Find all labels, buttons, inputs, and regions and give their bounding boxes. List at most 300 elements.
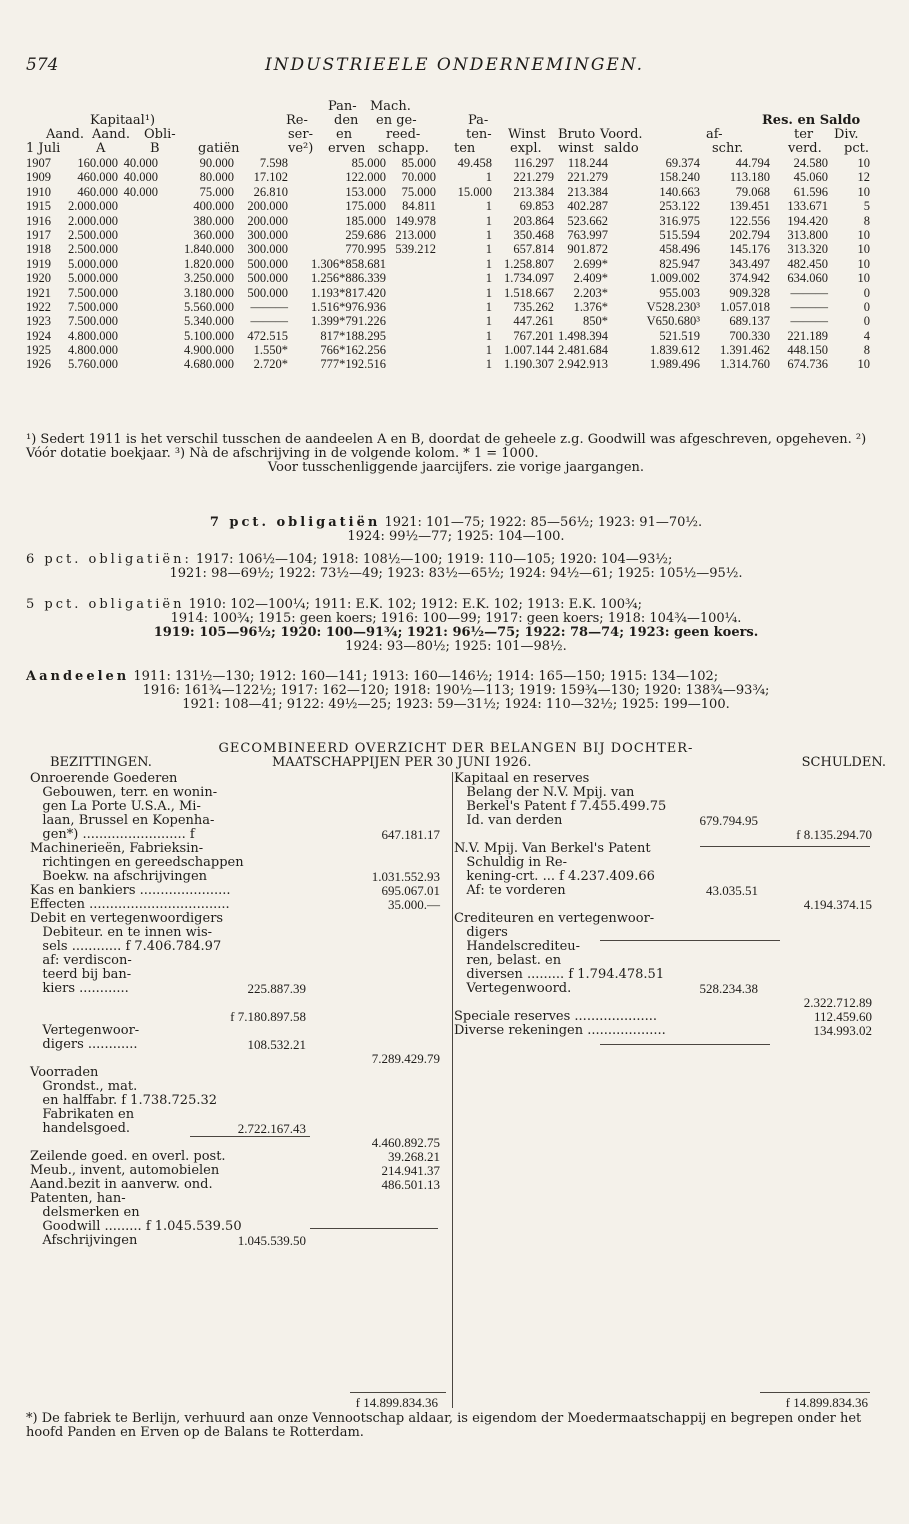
table-row bbox=[26, 300, 886, 314]
sum-rule bbox=[310, 1228, 438, 1229]
head-cell: Aand. bbox=[92, 127, 130, 142]
table-cell: 777*192.516 bbox=[320, 357, 386, 372]
table-cell: 817*188.295 bbox=[320, 328, 386, 343]
head-cell: Bruto bbox=[558, 127, 596, 142]
balance-line bbox=[30, 1010, 450, 1024]
head-cell: schr. bbox=[712, 141, 744, 156]
bond-quotes-6pct bbox=[26, 553, 886, 581]
table-cell: 500.000 bbox=[247, 285, 288, 300]
table-cell: 689.137 bbox=[729, 314, 770, 329]
table-cell: ——— bbox=[790, 299, 828, 314]
table-cell: 460.000 bbox=[77, 184, 118, 199]
balance-line bbox=[454, 954, 886, 968]
table-cell: 75.000 bbox=[199, 184, 234, 199]
balance-amount: 134.993.02 bbox=[813, 1023, 872, 1038]
balance-item-label: Fabrikaten en bbox=[30, 1107, 135, 1122]
head-cell: Aand. bbox=[46, 127, 84, 142]
sum-rule bbox=[600, 940, 780, 941]
table-row bbox=[26, 357, 886, 371]
table-cell: 1 bbox=[485, 256, 492, 271]
balance-item-label: en halffabr. f 1.738.725.32 bbox=[30, 1093, 218, 1108]
table-row bbox=[26, 271, 886, 285]
table-cell: 10 bbox=[857, 156, 870, 170]
table-cell: 4.900.000 bbox=[184, 343, 234, 358]
table-cell: 2.500.000 bbox=[68, 242, 118, 257]
head-cell: A bbox=[96, 141, 106, 156]
table-cell: 221.279 bbox=[513, 170, 554, 185]
table-cell: 175.000 bbox=[345, 199, 386, 214]
balance-item-label: Boekw. na afschrijvingen bbox=[30, 869, 208, 884]
head-cell: Re- bbox=[286, 113, 308, 128]
balance-line bbox=[30, 1024, 450, 1038]
table-cell: 7.598 bbox=[259, 156, 288, 170]
table-cell: 10 bbox=[857, 227, 870, 242]
balance-line bbox=[30, 786, 450, 800]
head-cell: en bbox=[336, 127, 353, 142]
balance-item-label: Kas en bankiers ...................... bbox=[30, 883, 231, 898]
balance-line bbox=[454, 870, 886, 884]
table-cell: 2.000.000 bbox=[68, 199, 118, 214]
page-header bbox=[26, 55, 883, 82]
table-cell: 500.000 bbox=[247, 256, 288, 271]
table-cell: 4.800.000 bbox=[68, 343, 118, 358]
table-cell: 70.000 bbox=[401, 170, 436, 185]
table-row bbox=[26, 343, 886, 357]
table-cell: 1.498.394 bbox=[558, 328, 608, 343]
financial-table bbox=[26, 100, 886, 372]
table-cell: 200.000 bbox=[247, 199, 288, 214]
table-cell: 1.518.667 bbox=[504, 285, 554, 300]
bond-text: 1910: 102—100¼; 1911: E.K. 102; 1912: E.K. 102; 1913: E.K. 100¾; bbox=[184, 597, 642, 612]
balance-line bbox=[30, 856, 450, 870]
table-cell: 8 bbox=[863, 343, 870, 358]
table-row bbox=[26, 156, 886, 170]
balance-amount: 214.941.37 bbox=[381, 1163, 440, 1178]
head-cell: den bbox=[334, 113, 359, 128]
balance-amount: 679.794.95 bbox=[699, 813, 758, 828]
table-cell: 300.000 bbox=[247, 242, 288, 257]
table-cell: 2.720* bbox=[253, 357, 288, 372]
balance-line bbox=[30, 926, 450, 940]
balance-date-heading: MAATSCHAPPIJEN PER 30 JUNI 1926. bbox=[272, 755, 532, 770]
balance-item-label: af: verdiscon- bbox=[30, 953, 132, 968]
table-cell: 400.000 bbox=[193, 199, 234, 214]
bond-quotes-5pct bbox=[26, 598, 886, 654]
table-cell: 1 bbox=[485, 285, 492, 300]
table-cell: 7.500.000 bbox=[68, 285, 118, 300]
table-cell: 1.516*976.936 bbox=[311, 299, 386, 314]
head-cell: ser- bbox=[288, 127, 313, 142]
balance-line bbox=[30, 772, 450, 786]
head-cell: Kapitaal¹) bbox=[90, 113, 156, 128]
balance-line bbox=[454, 926, 886, 940]
table-cell: 69.374 bbox=[665, 156, 700, 170]
balance-amount: 39.268.21 bbox=[388, 1149, 440, 1164]
table-cell: 1.840.000 bbox=[184, 242, 234, 257]
bond-text: 1921: 101—75; 1922: 85—56½; 1923: 91—70½. bbox=[380, 515, 703, 530]
balance-line bbox=[454, 940, 886, 954]
balance-line bbox=[454, 842, 886, 856]
balance-line bbox=[30, 996, 450, 1010]
table-cell: 221.279 bbox=[567, 170, 608, 185]
balance-line bbox=[30, 842, 450, 856]
table-cell: 213.384 bbox=[567, 184, 608, 199]
table-cell: 350.468 bbox=[513, 227, 554, 242]
head-cell: Res. en Saldo bbox=[762, 113, 861, 128]
table-cell: 253.122 bbox=[659, 199, 700, 214]
head-cell: B bbox=[150, 141, 160, 156]
table-cell: 113.180 bbox=[729, 170, 770, 185]
bond-label: 5 pct. obligatiën bbox=[26, 597, 185, 612]
table-cell: 69.853 bbox=[519, 199, 554, 214]
balance-item-label: Meub., invent, automobielen bbox=[30, 1163, 220, 1178]
head-cell: ve²) bbox=[288, 141, 314, 156]
table-row bbox=[26, 199, 886, 213]
table-cell: 0 bbox=[863, 314, 870, 329]
table-cell: 1910 bbox=[26, 184, 51, 199]
table-cell: 200.000 bbox=[247, 213, 288, 228]
balance-line bbox=[454, 1024, 886, 1038]
table-cell: 1.734.097 bbox=[504, 271, 554, 286]
head-cell: Winst bbox=[508, 127, 546, 142]
balance-item-label: Machinerieën, Fabrieksin- bbox=[30, 841, 204, 856]
head-cell: af- bbox=[706, 127, 723, 142]
table-cell: 539.212 bbox=[395, 242, 436, 257]
liabilities-total: f 14.899.834.36 bbox=[785, 1395, 868, 1410]
bond-label: Aandeelen bbox=[26, 669, 130, 684]
table-cell: 2.481.684 bbox=[558, 343, 608, 358]
table-row bbox=[26, 185, 886, 199]
table-cell: 1 bbox=[485, 227, 492, 242]
table-cell: 4.800.000 bbox=[68, 328, 118, 343]
balance-item-label: N.V. Mpij. Van Berkel's Patent bbox=[454, 841, 651, 856]
head-cell: saldo bbox=[604, 141, 639, 156]
table-cell: 5.100.000 bbox=[184, 328, 234, 343]
head-cell: gatiën bbox=[198, 141, 240, 156]
table-cell: 374.942 bbox=[729, 271, 770, 286]
table-cell: 657.814 bbox=[513, 242, 554, 257]
table-cell: 523.662 bbox=[567, 213, 608, 228]
balance-line bbox=[30, 870, 450, 884]
balance-item-label: Grondst., mat. bbox=[30, 1079, 138, 1094]
table-cell: 10 bbox=[857, 357, 870, 372]
table-cell: 1909 bbox=[26, 170, 51, 185]
table-row bbox=[26, 286, 886, 300]
balance-item-label: Af: te vorderen bbox=[454, 883, 566, 898]
balance-item-label: kening-crt. ... f 4.237.409.66 bbox=[454, 869, 655, 884]
table-cell: 1 bbox=[485, 314, 492, 329]
table-cell: 1.193*817.420 bbox=[311, 285, 386, 300]
balance-line bbox=[454, 912, 886, 926]
balance-item-label: Zeilende goed. en overl. post. bbox=[30, 1149, 226, 1164]
balance-amount: 43.035.51 bbox=[706, 883, 758, 898]
balance-amount: 4.460.892.75 bbox=[371, 1135, 440, 1150]
table-cell: 5.760.000 bbox=[68, 357, 118, 372]
balance-line bbox=[454, 1010, 886, 1024]
table-cell: 45.060 bbox=[793, 170, 828, 185]
balance-item-label: Gebouwen, terr. en wonin- bbox=[30, 785, 218, 800]
balance-line bbox=[30, 898, 450, 912]
balance-line bbox=[30, 1094, 450, 1108]
balance-amount: 108.532.21 bbox=[247, 1037, 306, 1052]
balance-item-label: delsmerken en bbox=[30, 1205, 140, 1220]
table-cell: 80.000 bbox=[199, 170, 234, 185]
assets-column bbox=[30, 772, 450, 1248]
table-cell: V650.680³ bbox=[646, 314, 700, 329]
table-cell: 1922 bbox=[26, 299, 51, 314]
note-text: ¹) Sedert 1911 is het verschil tusschen de aandeelen A en B, doordat de geheele z.g. Goodwill was afgeschreven, opgeheven. ²) Vóór dotatie boekjaar. ³) Nà de afschrijving in de volgende kolom. * 1 = 1000. bbox=[26, 432, 867, 461]
head-cell: Pan- bbox=[328, 99, 357, 114]
table-cell: 1926 bbox=[26, 357, 51, 372]
liabilities-heading: SCHULDEN. bbox=[801, 755, 886, 770]
table-cell: 901.872 bbox=[567, 242, 608, 257]
table-cell: 17.102 bbox=[253, 170, 288, 185]
balance-amount: 35.000.— bbox=[388, 897, 440, 912]
balance-item-label: handelsgoed. bbox=[30, 1121, 131, 1136]
table-cell: 1.314.760 bbox=[720, 357, 770, 372]
table-cell: 10 bbox=[857, 256, 870, 271]
table-cell: 1 bbox=[485, 343, 492, 358]
table-cell: 1925 bbox=[26, 343, 51, 358]
table-cell: 735.262 bbox=[513, 299, 554, 314]
head-cell: reed- bbox=[386, 127, 421, 142]
balance-line bbox=[454, 786, 886, 800]
table-cell: 1923 bbox=[26, 314, 51, 329]
balance-line bbox=[454, 982, 886, 996]
table-cell: 122.000 bbox=[345, 170, 386, 185]
balance-line bbox=[30, 1220, 450, 1234]
balance-amount: 528.234.38 bbox=[699, 981, 758, 996]
table-cell: 460.000 bbox=[77, 170, 118, 185]
balance-item-label: Onroerende Goederen bbox=[30, 771, 178, 786]
balance-item-label: ren, belast. en bbox=[454, 953, 562, 968]
sum-rule bbox=[760, 1392, 870, 1393]
table-cell: 674.736 bbox=[787, 357, 828, 372]
assets-heading: BEZITTINGEN. bbox=[50, 755, 152, 770]
table-cell: 2.203* bbox=[573, 285, 608, 300]
table-cell: 521.519 bbox=[659, 328, 700, 343]
balance-line bbox=[30, 954, 450, 968]
bond-text: 1921: 98—69½; 1922: 73½—49; 1923: 83½—65½; 1924: 94½—61; 1925: 105½—95½. bbox=[169, 566, 743, 581]
table-cell: 44.794 bbox=[735, 156, 770, 170]
table-cell: 153.000 bbox=[345, 184, 386, 199]
balance-line bbox=[30, 1052, 450, 1066]
table-cell: 1.391.462 bbox=[720, 343, 770, 358]
head-cell: ter bbox=[794, 127, 814, 142]
balance-item-label: Debit en vertegenwoordigers bbox=[30, 911, 224, 926]
balance-line bbox=[454, 814, 886, 828]
balance-item-label: Afschrijvingen bbox=[30, 1233, 138, 1248]
balance-amount: 2.722.167.43 bbox=[237, 1121, 306, 1136]
balance-item-label: Id. van derden bbox=[454, 813, 563, 828]
table-cell: 7.500.000 bbox=[68, 299, 118, 314]
balance-item-label: Crediteuren en vertegenwoor- bbox=[454, 911, 655, 926]
table-cell: 40.000 bbox=[123, 170, 158, 185]
balance-line bbox=[454, 828, 886, 842]
table-cell: 2.409* bbox=[573, 271, 608, 286]
balance-item-label: Speciale reserves .................... bbox=[454, 1009, 658, 1024]
table-cell: 1.399*791.226 bbox=[311, 314, 386, 329]
table-cell: 4.680.000 bbox=[184, 357, 234, 372]
table-cell: 75.000 bbox=[401, 184, 436, 199]
head-cell: ten bbox=[454, 141, 476, 156]
balance-item-label: Vertegenwoord. bbox=[454, 981, 572, 996]
table-cell: 12 bbox=[857, 170, 870, 185]
balance-line bbox=[30, 884, 450, 898]
table-cell: 1924 bbox=[26, 328, 51, 343]
balance-item-label: sels ............ f 7.406.784.97 bbox=[30, 939, 222, 954]
balance-title bbox=[26, 742, 886, 770]
table-cell: 770.995 bbox=[345, 242, 386, 257]
table-head-line1 bbox=[26, 100, 886, 114]
table-cell: 482.450 bbox=[787, 256, 828, 271]
table-cell: 139.451 bbox=[729, 199, 770, 214]
bond-text: 1911: 131½—130; 1912: 160—141; 1913: 160—146½; 1914: 165—150; 1915: 134—102; bbox=[129, 669, 719, 684]
table-cell: 766*162.256 bbox=[320, 343, 386, 358]
table-cell: 1907 bbox=[26, 156, 51, 170]
table-cell: 1.306*858.681 bbox=[311, 256, 386, 271]
head-cell: verd. bbox=[788, 141, 822, 156]
bond-label: 6 pct. obligatiën: bbox=[26, 552, 192, 567]
balance-item-label: Berkel's Patent f 7.455.499.75 bbox=[454, 799, 667, 814]
table-cell: 5 bbox=[863, 199, 870, 214]
table-cell: 1 bbox=[485, 357, 492, 372]
sum-rule bbox=[700, 846, 870, 847]
column-divider bbox=[452, 772, 453, 1408]
table-cell: 402.287 bbox=[567, 199, 608, 214]
table-cell: 700.330 bbox=[729, 328, 770, 343]
balance-amount: 112.459.60 bbox=[813, 1009, 872, 1024]
table-cell: 5.560.000 bbox=[184, 299, 234, 314]
balance-item-label: gen*) ......................... f bbox=[30, 827, 195, 842]
table-cell: 316.975 bbox=[659, 213, 700, 228]
balance-amount: 2.322.712.89 bbox=[803, 995, 872, 1010]
bond-quotes-7pct bbox=[26, 516, 886, 544]
head-cell: ten- bbox=[466, 127, 492, 142]
table-cell: 122.556 bbox=[729, 213, 770, 228]
balance-line bbox=[30, 1108, 450, 1122]
head-cell: expl. bbox=[510, 141, 542, 156]
head-cell: Obli- bbox=[144, 127, 176, 142]
balance-line bbox=[30, 1038, 450, 1052]
table-cell: 313.800 bbox=[787, 227, 828, 242]
balance-line bbox=[30, 814, 450, 828]
table-cell: 79.068 bbox=[735, 184, 770, 199]
balance-item-label: gen La Porte U.S.A., Mi- bbox=[30, 799, 201, 814]
head-cell: schapp. bbox=[378, 141, 429, 156]
table-row bbox=[26, 170, 886, 184]
sum-rule bbox=[600, 1044, 770, 1045]
table-cell: 40.000 bbox=[123, 184, 158, 199]
table-cell: 1915 bbox=[26, 199, 51, 214]
table-cell: 1.839.612 bbox=[650, 343, 700, 358]
balance-item-label: Handelscrediteu- bbox=[454, 939, 581, 954]
table-cell: 40.000 bbox=[123, 156, 158, 170]
table-cell: 8 bbox=[863, 213, 870, 228]
table-row bbox=[26, 228, 886, 242]
table-cell: 360.000 bbox=[193, 227, 234, 242]
bond-text: 1917: 106½—104; 1918: 108½—100; 1919: 110—105; 1920: 104—93½; bbox=[191, 552, 673, 567]
balance-line bbox=[454, 884, 886, 898]
table-cell: 1.007.144 bbox=[504, 343, 554, 358]
balance-item-label: Goodwill ......... f 1.045.539.50 bbox=[30, 1219, 242, 1234]
table-cell: 203.864 bbox=[513, 213, 554, 228]
balance-item-label: Diverse rekeningen ................... bbox=[454, 1023, 666, 1038]
table-cell: 7.500.000 bbox=[68, 314, 118, 329]
table-cell: 1.820.000 bbox=[184, 256, 234, 271]
table-cell: 90.000 bbox=[199, 156, 234, 170]
table-cell: 26.810 bbox=[253, 184, 288, 199]
balance-amount: 7.289.429.79 bbox=[371, 1051, 440, 1066]
table-cell: 118.244 bbox=[567, 156, 608, 170]
table-cell: 85.000 bbox=[401, 156, 436, 170]
table-cell: 3.250.000 bbox=[184, 271, 234, 286]
balance-line bbox=[30, 912, 450, 926]
table-cell: 133.671 bbox=[787, 199, 828, 214]
table-cell: 472.515 bbox=[247, 328, 288, 343]
balance-item-label: Debiteur. en te innen wis- bbox=[30, 925, 213, 940]
page-number: 574 bbox=[26, 55, 59, 75]
table-cell: 1921 bbox=[26, 285, 51, 300]
table-cell: 10 bbox=[857, 184, 870, 199]
table-cell: 84.811 bbox=[402, 199, 436, 214]
table-cell: 24.580 bbox=[793, 156, 828, 170]
balance-amount: f 8.135.294.70 bbox=[796, 827, 872, 842]
balance-amount: 647.181.17 bbox=[381, 827, 440, 842]
table-cell: 458.496 bbox=[659, 242, 700, 257]
table-cell: 213.000 bbox=[395, 227, 436, 242]
table-cell: 5.000.000 bbox=[68, 271, 118, 286]
balance-item-label: Voorraden bbox=[30, 1065, 99, 1080]
table-cell: 447.261 bbox=[513, 314, 554, 329]
balance-line bbox=[30, 940, 450, 954]
table-cell: 1.550* bbox=[253, 343, 288, 358]
table-cell: 61.596 bbox=[793, 184, 828, 199]
balance-item-label: digers ............ bbox=[30, 1037, 138, 1052]
head-cell: 1 Juli bbox=[26, 141, 61, 156]
balance-item-label: digers bbox=[454, 925, 508, 940]
balance-amount: 1.045.539.50 bbox=[237, 1233, 306, 1248]
balance-line bbox=[30, 982, 450, 996]
table-cell: 145.176 bbox=[729, 242, 770, 257]
head-cell: Div. bbox=[834, 127, 859, 142]
table-cell: ——— bbox=[250, 299, 288, 314]
share-quotes bbox=[26, 670, 886, 712]
head-cell: Mach. bbox=[370, 99, 411, 114]
table-cell: 85.000 bbox=[351, 156, 386, 170]
bond-text: 1924: 93—80½; 1925: 101—98½. bbox=[345, 639, 567, 654]
table-cell: 1 bbox=[485, 170, 492, 185]
balance-line bbox=[454, 968, 886, 982]
table-cell: 194.420 bbox=[787, 213, 828, 228]
head-cell: Voord. bbox=[600, 127, 643, 142]
table-cell: 5.340.000 bbox=[184, 314, 234, 329]
balance-heading: GECOMBINEERD OVERZICHT DER BELANGEN BIJ DOCHTER- bbox=[218, 741, 694, 756]
table-cell: 343.497 bbox=[729, 256, 770, 271]
table-cell: 1 bbox=[485, 199, 492, 214]
table-cell: 1916 bbox=[26, 213, 51, 228]
balance-line bbox=[30, 1150, 450, 1164]
table-cell: 2.500.000 bbox=[68, 227, 118, 242]
table-cell: 313.320 bbox=[787, 242, 828, 257]
balance-amount: f 7.180.897.58 bbox=[230, 1009, 306, 1024]
balance-amount: 486.501.13 bbox=[381, 1177, 440, 1192]
balance-line bbox=[30, 1164, 450, 1178]
assets-total: f 14.899.834.36 bbox=[355, 1395, 438, 1410]
table-cell: 15.000 bbox=[457, 184, 492, 199]
table-cell: 1.376* bbox=[573, 299, 608, 314]
balance-item-label: richtingen en gereedschappen bbox=[30, 855, 244, 870]
